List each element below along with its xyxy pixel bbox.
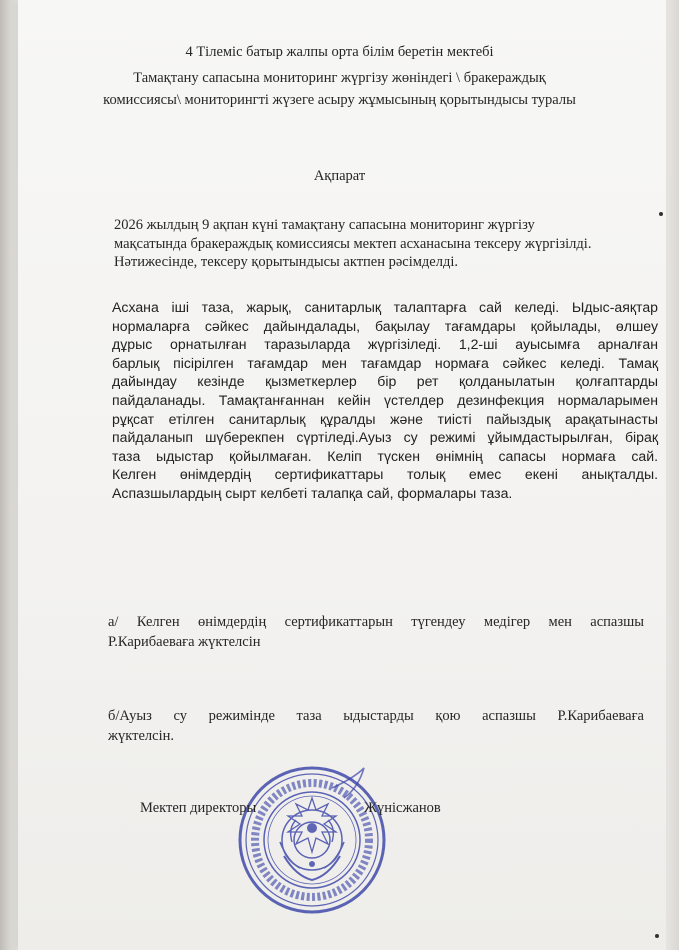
item-b-line: б/Ауыз су режимінде таза ыдыстарды қою аспазшы Р.Карибаеваға [108,708,644,724]
body-line: дұрыс орнатылған таразыларда жүргізіледі. 1,2-ші ауысымға арналған [112,336,658,353]
item-a-line: а/ Келген өнімдердің сертификаттарын түгендеу медігер мен аспазшы [108,614,644,630]
document-title-line-2: комиссиясы\ мониторингті жүзеге асыру жұмысының қорытындысы туралы [103,92,576,108]
intro-line: мақсатында бракераждық комиссиясы мектеп асханасына тексеру жүргізілді. [114,235,592,252]
signature-name: Жүнісжанов [364,800,441,816]
document-heading: Ақпарат [313,168,366,184]
signature-title: Мектеп директоры [140,800,257,816]
paper-speck [655,934,659,938]
body-line: Асхана іші таза, жарық, санитарлық талаптарға сай келеді. Ыдыс-аяқтар [112,299,658,315]
intro-line: Нәтижесінде, тексеру қорытындысы актпен рәсімделді. [114,254,459,270]
body-line: Келген өнімдердің сертификаттары толық емес екені анықталды. [112,466,658,483]
main-paragraph [112,298,658,503]
body-line: таза ыдыстар қойылмаған. Келіп түскен өнімнің сапасы нормаға сай. [112,447,658,464]
item-b-line: жүктелсін. [108,728,174,744]
item-a [108,612,644,652]
body-line: нормаларға сәйкес дайындалады, бақылау тағамдары қойылады, өлшеу [112,317,658,334]
item-b [108,706,644,746]
body-line: барлық пісірілген тағамдар мен тағамдар нормаға сәйкес келеді. Тамақ [112,354,658,371]
official-stamp [236,764,388,916]
intro-paragraph [114,216,654,272]
document-title-line-1: Тамақтану сапасына мониторинг жүргізу жөніндегі \ бракераждық [133,70,546,86]
paper-speck [659,212,663,216]
item-a-line: Р.Карибаеваға жүктелсін [108,634,261,650]
body-line: Аспазшылардың сырт келбеті талапқа сай, формалары таза. [112,484,513,501]
body-line: рұқсат етілген санитарлық құралды және тиісті пайыздық арақатынасты [112,410,658,427]
school-name: 4 Тілеміс батыр жалпы орта білім беретін мектебі [185,44,494,60]
body-line: пайдаланып шүберекпен сүртіледі.Ауыз су режимі ұйымдастырылған, бірақ [112,429,658,446]
body-line: пайдаланады. Тамақтанғаннан кейін үстелдер дезинфекция нормаларымен [112,391,658,408]
intro-line: 2026 жылдың 9 ақпан күні тамақтану сапасына мониторинг жүргізу [114,217,535,233]
body-line: дайындау кезінде қызметкерлер бір рет қолданылатын қолғаптарды [112,373,658,390]
